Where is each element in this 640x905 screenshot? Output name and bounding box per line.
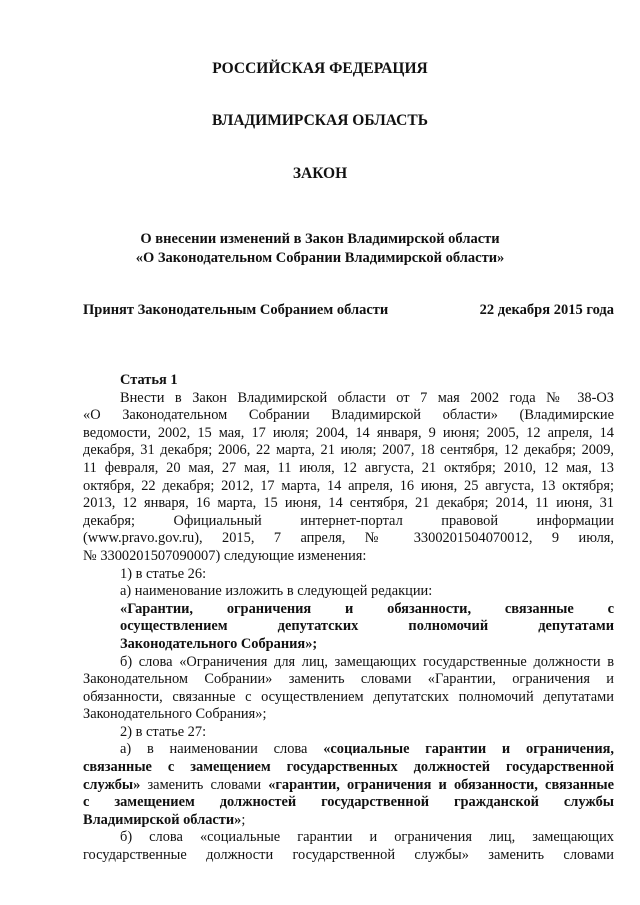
item-1b-line: б) слова «Ограничения для лиц, замещающих государственные должности в <box>120 653 614 670</box>
header-doc-type: ЗАКОН <box>292 165 348 182</box>
adoption-label: Принят Законодательным Собранием области <box>83 302 389 318</box>
item-1b-line: обязанности, связанные с осуществлением депутатских полномочий депутатами <box>83 688 614 705</box>
law-title-line-1: О внесении изменений в Закон Владимирской области <box>140 231 500 247</box>
law-title-line-2: «О Законодательном Собрании Владимирской области» <box>135 250 505 266</box>
header-country: РОССИЙСКАЯ ФЕДЕРАЦИЯ <box>212 60 428 77</box>
item-2a-bold: «гарантии, ограничения и обязанности, связанные <box>268 776 614 793</box>
item-2b-line: б) слова «социальные гарантии и ограничения лиц, замещающих <box>120 829 614 846</box>
adoption-date: 22 декабря 2015 года <box>479 302 614 318</box>
quote-line: Законодательного Собрания»; <box>120 635 318 652</box>
adoption-line <box>83 302 614 319</box>
item-2b-line: государственные должности государственной службы» заменить словами <box>83 847 614 864</box>
quote-line: «Гарантии, ограничения и обязанности, связанные с <box>120 600 614 617</box>
intro-line: № 3300201507090007) следующие изменения: <box>83 547 367 564</box>
item-2a-bold: Владимирской области» <box>83 811 242 828</box>
item-1: 1) в статье 26: <box>120 565 207 582</box>
intro-line: (www.pravo.gov.ru), 2015, 7 апреля, № 3300201504070012, 9 июля, <box>83 530 614 547</box>
header-region: ВЛАДИМИРСКАЯ ОБЛАСТЬ <box>212 112 428 129</box>
intro-line: октября, 22 декабря; 2012, 17 марта, 14 апреля, 16 июня, 25 августа, 13 октября; <box>83 477 614 494</box>
intro-line: «О Законодательном Собрании Владимирской области» (Владимирские <box>83 407 614 424</box>
item-2a-bold: связанные с замещением государственных должностей государственной <box>83 759 614 776</box>
item-2a-bold: «социальные гарантии и ограничения, <box>323 741 614 758</box>
item-2a-prefix: а) в наименовании слова <box>120 741 324 758</box>
item-1b-line: Законодательном Собрании» заменить словами «Гарантии, ограничения и <box>83 671 614 688</box>
item-2a-bold: службы» <box>83 776 141 793</box>
item-2a-line <box>83 812 614 830</box>
item-2a-line <box>83 777 614 795</box>
article-heading: Статья 1 <box>120 372 178 388</box>
item-2a-bold: с замещением должностей государственной гражданской службы <box>83 794 614 811</box>
intro-line: декабря; Официальный интернет-портал правовой информации <box>83 512 614 529</box>
intro-line: Внести в Закон Владимирской области от 7 мая 2002 года № 38-ОЗ <box>120 389 614 406</box>
document-body <box>83 372 614 865</box>
item-1b-line: Законодательного Собрания»; <box>83 706 267 723</box>
intro-line: 2013, 12 января, 16 марта, 15 июня, 14 сентября, 21 декабря; 2014, 11 июня, 31 <box>83 495 614 512</box>
item-2a-line <box>83 741 614 759</box>
item-2a-line <box>83 794 614 812</box>
item-2a-line <box>83 759 614 777</box>
intro-line: декабря, 31 декабря; 2006, 22 марта, 21 июля; 2007, 18 сентября, 12 декабря; 2009, <box>83 442 614 459</box>
intro-line: ведомости, 2002, 15 мая, 17 июля; 2004, 14 января, 9 июня; 2005, 12 апреля, 14 <box>83 424 614 441</box>
intro-line: 11 февраля, 20 мая, 27 мая, 11 июля, 12 августа, 21 октября; 2010, 12 мая, 13 <box>83 459 614 476</box>
item-1a-quote <box>83 601 614 654</box>
item-2: 2) в статье 27: <box>120 723 207 740</box>
item-2a-text: заменить словами <box>140 776 269 793</box>
item-2a-text: ; <box>241 811 246 828</box>
law-title <box>0 230 640 268</box>
quote-line: осуществлением депутатских полномочий депутатами <box>120 618 614 635</box>
item-1a: а) наименование изложить в следующей редакции: <box>120 583 433 600</box>
